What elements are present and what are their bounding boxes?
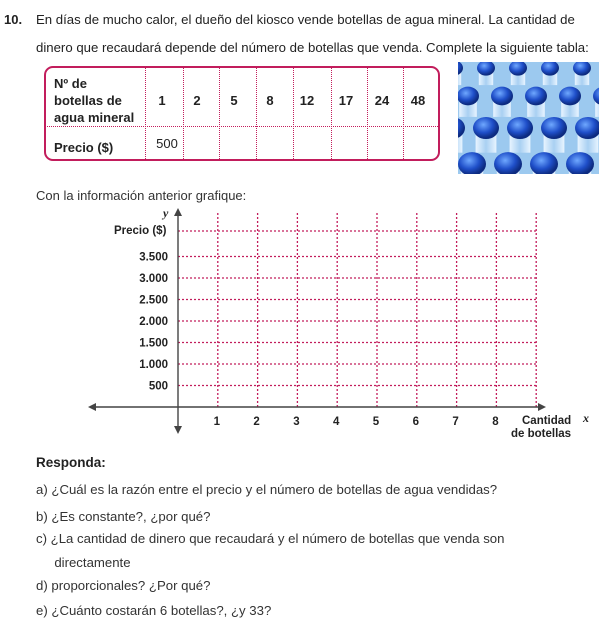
table-header-value: 48 (410, 93, 426, 108)
x-axis-arrow-right (538, 403, 546, 411)
responda-item: c) ¿La cantidad de dinero que recaudará y el número de botellas que venda son (36, 531, 505, 546)
table-header-value: 5 (230, 93, 238, 108)
table-column-divider (145, 66, 146, 161)
graph-instruction: Con la información anterior grafique: (36, 188, 247, 203)
y-tick-label: 3.500 (139, 251, 168, 264)
x-axis-letter: x (583, 411, 589, 425)
table-price-label: Precio ($) (54, 140, 114, 155)
x-tick-label: 8 (492, 416, 499, 428)
x-axis-title-line-2: de botellas (511, 428, 572, 440)
y-tick-label: 1.000 (139, 359, 168, 371)
question-text-line-2: dinero que recaudará depende del número de botellas que venda. Complete la siguiente tabla: (36, 40, 589, 55)
x-tick-label: 7 (452, 416, 459, 428)
table-column-divider (403, 66, 404, 161)
table-price-value: 500 (156, 136, 178, 151)
bottle-cap (473, 117, 499, 139)
y-tick-label: 500 (148, 380, 168, 393)
x-axis-title-line-1: Cantidad (522, 415, 572, 427)
x-tick-label: 4 (332, 416, 340, 428)
responda-item: b) ¿Es constante?, ¿por qué? (36, 509, 211, 524)
responda-item: a) ¿Cuál es la razón entre el precio y el número de botellas de agua vendidas? (36, 482, 498, 497)
table-header-value: 17 (338, 93, 354, 108)
responda-item: d) proporcionales? ¿Por qué? (36, 578, 211, 593)
table-header-value: 12 (299, 93, 315, 108)
table-column-divider (331, 66, 332, 161)
x-tick-label: 2 (253, 416, 260, 428)
x-tick-label: 3 (293, 416, 300, 428)
table-header-value: 2 (193, 93, 201, 108)
y-tick-label: 1.500 (139, 337, 168, 350)
y-axis-letter: y (163, 206, 169, 220)
x-tick-label: 1 (213, 416, 221, 428)
table-column-divider (256, 66, 257, 161)
x-axis-arrow-left (88, 403, 96, 411)
price-quantity-chart (0, 198, 599, 448)
x-tick-label: 6 (412, 416, 420, 428)
bottle-cap (491, 87, 513, 106)
question-number: 10. (4, 12, 23, 27)
responda-item: e) ¿Cuánto costarán 6 botellas?, ¿y 33? (36, 603, 272, 618)
responda-item: directamente (36, 555, 131, 570)
table-row-divider (44, 126, 440, 127)
table-header-label: Nº de botellas de agua mineral (54, 76, 135, 125)
table-column-divider (293, 66, 294, 161)
table-header-value: 24 (374, 93, 390, 108)
x-tick-label: 5 (372, 416, 380, 428)
table-column-divider (367, 66, 368, 161)
y-tick-label: 2.000 (139, 316, 168, 328)
bottle-cap (458, 87, 479, 106)
table-column-divider (183, 66, 184, 161)
y-axis-arrow-down (174, 426, 182, 434)
y-tick-label: 2.500 (139, 294, 168, 307)
question-text-line-1: En días de mucho calor, el dueño del kiosco vende botellas de agua mineral. La cantidad de (36, 12, 575, 27)
table-header-value: 1 (158, 93, 166, 108)
y-axis-arrow-up (174, 208, 182, 216)
bottle-cap (525, 87, 547, 106)
table-column-divider (219, 66, 220, 161)
y-tick-label: 3.000 (139, 273, 168, 285)
table-header-value: 8 (266, 93, 274, 108)
bottle-cap (541, 117, 567, 139)
y-axis-title: Precio ($) (114, 225, 167, 237)
bottle-cap (507, 117, 533, 139)
responda-heading: Responda: (36, 455, 106, 470)
bottle-cap (559, 87, 581, 106)
water-bottles-image (458, 62, 599, 174)
